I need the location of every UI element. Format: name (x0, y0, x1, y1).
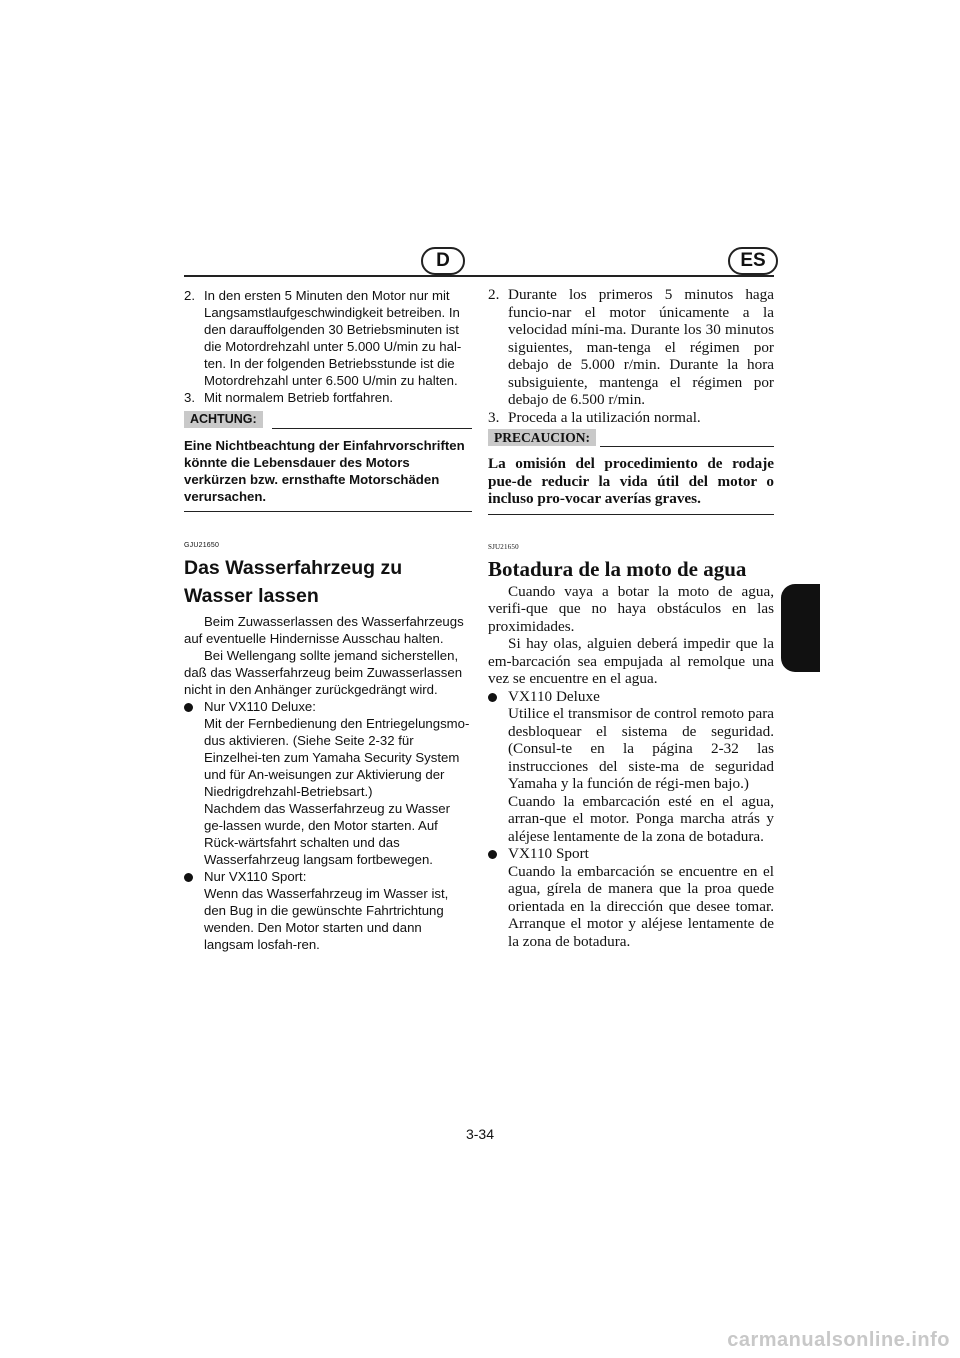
paragraph-es-2: Si hay olas, alguien deberá impedir que la em-barcación sea empujada al remolque una vez se encuentre en el agua. (488, 635, 774, 687)
step-number: 3. (488, 408, 500, 426)
page-number: 3-34 (465, 1126, 495, 1142)
bullet-title: VX110 Sport (508, 845, 589, 862)
bullet-text: Utilice el transmisor de control remoto para desbloquear el sistema de seguridad. (Consul-te en la página 2-32 las instrucciones del siste-ma de seguridad Yamaha y la función de régi-men bajo.) (508, 705, 774, 792)
caution-bottom-rule (184, 511, 472, 512)
bullet-text: Wenn das Wasserfahrzeug im Wasser ist, den Bug in die gewünschte Fahrtrichtung wenden. Den Motor starten und dann langsam losfah-ren. (204, 886, 449, 952)
spanish-column (488, 286, 774, 950)
bullet-text: Cuando la embarcación esté en el agua, arran-que el motor. Ponga marcha atrás y aléjese lentamente de la zona de botadura. (508, 792, 774, 845)
step-number: 2. (184, 288, 195, 303)
section-heading-de: Das Wasserfahrzeug zu Wasser lassen (184, 557, 403, 607)
caution-text-es: La omisión del procedimiento de rodaje pue-de reducir la vida útil del motor o incluso pro-vocar averías graves. (488, 455, 774, 507)
bullet-title: Nur VX110 Deluxe: (204, 699, 316, 714)
caution-header-es (488, 429, 774, 449)
bullet-text: Nachdem das Wasserfahrzeug zu Wasser ge-lassen wurde, den Motor starten. Auf Rück-wärtsfahrt schalten und das Wasserfahrzeug langsam fortbewegen. (204, 801, 451, 867)
section-code-de: GJU21650 (184, 542, 220, 549)
caution-label: ACHTUNG: (184, 411, 263, 428)
language-badge-es (728, 247, 778, 275)
bullet-icon (488, 693, 497, 702)
step-text: Mit normalem Betrieb fortfahren. (204, 390, 394, 405)
bullet-text: Cuando la embarcación se encuentre en el agua, gírela de manera que la proa quede orientada en la dirección que desee tomar. Arranque el motor y aléjese lentamente de la zona de botadura. (508, 862, 774, 950)
paragraph-es-1: Cuando vaya a botar la moto de agua, verifi-que que no haya obstáculos en las proximidades. (488, 582, 774, 635)
caution-rule (600, 446, 774, 447)
bullet-deluxe-es (488, 688, 774, 846)
chapter-tab (781, 584, 820, 672)
caution-bottom-rule (488, 514, 774, 515)
step-number: 3. (184, 390, 195, 405)
caution-label: PRECAUCION: (488, 429, 596, 446)
bullet-sport-es (488, 845, 774, 950)
section-heading-es: Botadura de la moto de agua (488, 556, 747, 581)
caution-rule (272, 428, 472, 429)
language-badge-de (421, 247, 465, 275)
paragraph-de-2: Bei Wellengang sollte jemand sicherstellen, daß das Wasserfahrzeug beim Zuwasserlassen nicht in den Anhänger zurückgedrängt wird. (184, 648, 463, 697)
bullet-icon (184, 703, 193, 712)
bullet-icon (184, 873, 193, 882)
caution-header-de (184, 411, 472, 431)
paragraph-de-1: Beim Zuwasserlassen des Wasserfahrzeugs auf eventuelle Hindernisse Ausschau halten. (184, 614, 464, 646)
step-text: In den ersten 5 Minuten den Motor nur mit Langsamstlaufgeschwindigkeit betreiben. In den darauffolgenden 30 Betriebsminuten ist die Motordrehzahl unter 5.000 U/min zu hal-ten. In der folgenden Betriebsstunde ist die Motordrehzahl unter 6.500 U/min zu halten. (204, 288, 462, 388)
step-3-de (184, 389, 472, 406)
step-text: Proceda a la utilización normal. (508, 408, 701, 426)
section-code-es: SJU21650 (488, 542, 519, 551)
bullet-sport-de (184, 868, 472, 953)
step-2-de (184, 287, 472, 389)
bullet-icon (488, 850, 497, 859)
language-code-de: D (436, 250, 450, 271)
german-column (184, 287, 472, 953)
watermark: carmanualsonline.info (727, 1329, 950, 1351)
bullet-deluxe-de (184, 698, 472, 868)
bullet-text: Mit der Fernbedienung den Entriegelungsmo-dus aktivieren. (Siehe Seite 2-32 für Einzelhei-ten zum Yamaha Security System und für An-weisungen zur Aktivierung der Niedrigdrehzahl-Betriebsart.) (204, 716, 470, 799)
step-text: Durante los primeros 5 minutos haga funcio-nar el motor únicamente a la velocidad míni-ma. Durante los 30 minutos siguientes, man-tenga el régimen por debajo de 5.000 r/min. Durante la hora subsiguiente, mantenga el régimen por debajo de 6.500 r/min. (508, 286, 774, 408)
language-code-es: ES (740, 250, 766, 271)
step-3-es (488, 409, 774, 427)
header-rule (184, 275, 774, 277)
caution-text-de: Eine Nichtbeachtung der Einfahrvorschriften könnte die Lebensdauer des Motors verkürzen bzw. ernsthafte Motorschäden verursachen. (184, 438, 465, 504)
step-2-es (488, 286, 774, 409)
step-number: 2. (488, 286, 500, 303)
bullet-title: Nur VX110 Sport: (204, 869, 307, 884)
bullet-title: VX110 Deluxe (508, 687, 600, 705)
